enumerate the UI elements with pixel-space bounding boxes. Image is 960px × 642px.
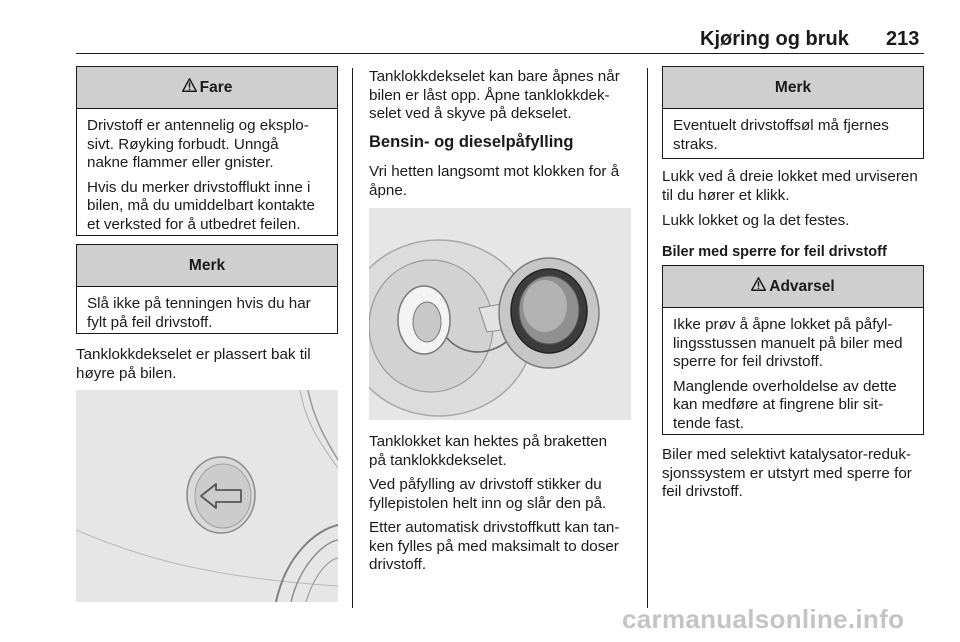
filler-cap-illustration [369, 208, 631, 420]
warning-paragraph-2: Manglende overholdelse av dette kan medføre at fingrene blir sit- tende fast. [673, 377, 897, 432]
warning-box-title: Advarsel [769, 278, 835, 295]
close-door-text: Lukk lokket og la det festes. [662, 212, 850, 229]
page-number: 213 [886, 28, 920, 50]
close-cap-text: Lukk ved å dreie lokket med urviseren til du hører et klikk. [662, 168, 918, 204]
nozzle-text: Ved påfylling av drivstoff stikker du fyllepistolen helt inn og slår den på. [369, 476, 607, 512]
column-divider-2 [647, 68, 648, 608]
warning-box-header [663, 266, 923, 308]
danger-paragraph-2: Hvis du merker drivstofflukt inne i bilen, må du umiddelbart kontakte et verksted for å utbedret feilen. [87, 178, 315, 233]
fuel-door-open-text: Tanklokkdekselet kan bare åpnes når bilen er låst opp. Åpne tanklokkdek- selet ved å skyve på dekselet. [369, 68, 620, 122]
misfuel-subheading: Biler med sperre for feil drivstoff [662, 244, 887, 260]
watermark: carmanualsonline.info [622, 604, 905, 634]
after-refuel-text [369, 433, 647, 581]
auto-cutoff-text: Etter automatisk drivstoffkutt kan tan- ken fylles på med maksimalt to doser drivstoff. [369, 519, 620, 573]
cap-bracket-text: Tanklokket kan hektes på braketten på tanklokkdekselet. [369, 433, 608, 469]
danger-box-title: Fare [199, 79, 233, 96]
note-box-2 [662, 66, 924, 159]
warning-box [662, 265, 924, 435]
unscrew-cap-text: Vri hetten langsomt mot klokken for å åpne. [369, 163, 620, 199]
warning-paragraph-1: Ikke prøv å åpne lokket på påfyl- lingsstussen manuelt på biler med sperre for feil drivstoff. [673, 316, 903, 370]
fuel-door-illustration [76, 390, 338, 602]
note-box-2-header: Merk [663, 67, 923, 109]
page-title: Kjøring og bruk [700, 28, 849, 50]
note-box [76, 244, 338, 334]
column-divider-1 [352, 68, 353, 608]
spill-note-paragraph: Eventuelt drivstoffsøl må fjernes straks. [673, 117, 889, 153]
note-paragraph: Slå ikke på tenningen hvis du har fylt på feil drivstoff. [87, 295, 311, 331]
danger-box [76, 66, 338, 236]
note-box-header: Merk [77, 245, 337, 287]
scr-system-text: Biler med selektivt katalysator-reduk- sjonssystem er utstyrt med sperre for feil drivstoff. [662, 446, 912, 500]
danger-box-header [77, 67, 337, 109]
header-rule [76, 53, 924, 54]
danger-paragraph-1: Drivstoff er antennelig og eksplo- sivt. Røyking forbudt. Unngå nakne flammer eller gnister. [87, 117, 309, 171]
fuel-door-location-text: Tanklokkdekselet er plassert bak til høyre på bilen. [76, 346, 311, 382]
refuelling-subheading: Bensin- og dieselpåfylling [369, 133, 574, 151]
